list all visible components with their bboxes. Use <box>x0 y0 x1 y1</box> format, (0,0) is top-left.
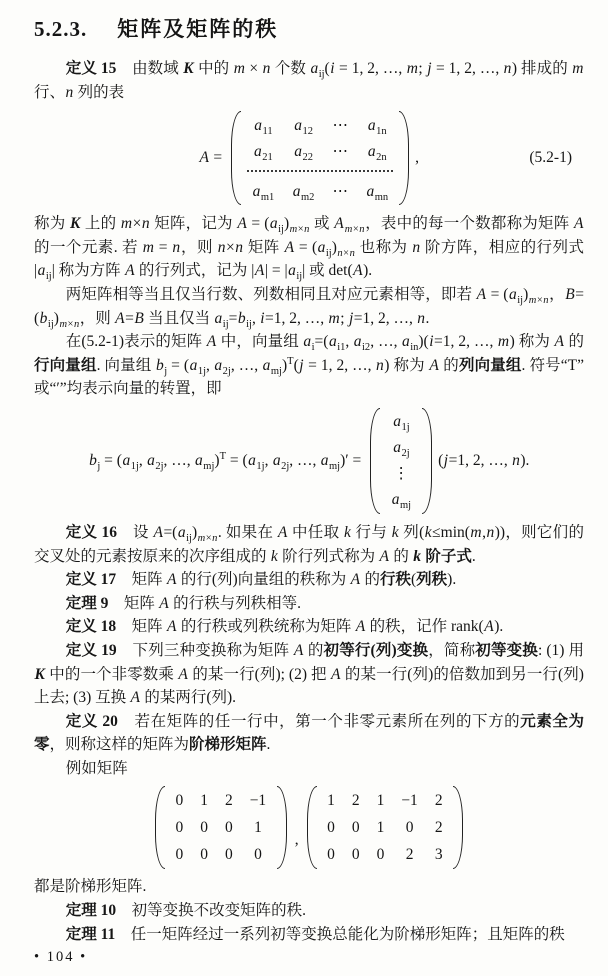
paragraph-definition-20: 定义 20 若在矩阵的任一行中，第一个非零元素所在列的下方的元素全为零，则称这样的矩阵为阶梯形矩阵. <box>34 712 584 754</box>
matrix-cell: 0 <box>175 846 184 864</box>
matrix-cell: 3 <box>434 846 443 864</box>
matrix-cell: $a_{1n}$ <box>367 116 387 137</box>
paragraph-matrix-equality: 两矩阵相等当且仅当行数、列数相同且对应元素相等，即若 $A = (a_{ij})_{m\times n}$，$B=(b_{ij})_{m\times n}$，则 A=B 当且仅当 $a_{ij}=b_{ij}$, i=1, 2, …, m; j=1, 2, …, n. <box>34 285 584 330</box>
paragraph-theorem-9: 定理 9 矩阵 A 的行秩与列秩相等. <box>65 594 302 612</box>
paragraph-example-intro: 例如矩阵 <box>65 759 128 777</box>
right-paren <box>399 111 409 205</box>
equation-number: (5.2-1) <box>529 149 572 167</box>
right-paren <box>277 786 287 869</box>
right-paren <box>453 786 463 869</box>
matrix-cell: 0 <box>200 846 208 864</box>
echelon-matrix-2 <box>307 786 464 869</box>
matrix-cell: 2 <box>351 792 360 810</box>
example-matrices <box>34 786 584 869</box>
equation-5-2-1 <box>34 111 584 205</box>
paragraph-definition-15: 定义 15 由数域 K 中的 m × n 个数 $a_{ij}(i = 1$, 2, …, m; j = 1, 2, …, n) 排成的 m 行、n 列的表 <box>34 60 584 101</box>
matrix-cell: 0 <box>351 819 360 837</box>
section-number: 5.2.3. <box>34 17 88 41</box>
section-heading <box>34 16 584 42</box>
matrix-grid <box>317 786 454 869</box>
matrix-ellipsis-row <box>247 170 393 172</box>
matrix-separator-comma: , <box>294 831 299 849</box>
matrix-cell: 0 <box>200 819 208 837</box>
matrix-cell: $a_{m2}$ <box>292 182 315 203</box>
matrix-cell: 2 <box>405 846 414 864</box>
matrix-cell: $a_{11}$ <box>254 116 273 137</box>
matrix-cell: 0 <box>254 846 262 864</box>
paragraph-after-matrices: 都是阶梯形矩阵. <box>34 878 147 896</box>
matrix-cell: 0 <box>327 819 335 837</box>
page-number: • 104 • <box>34 949 88 966</box>
matrix-cell: $a_{22}$ <box>294 142 313 163</box>
column-vector-bj <box>370 408 432 514</box>
left-paren <box>155 786 165 869</box>
matrix-cell: $a_{1j}$ <box>393 413 410 434</box>
matrix-cell: ⋯ <box>332 142 348 160</box>
right-paren <box>422 408 432 514</box>
equation-comma: , <box>415 149 419 167</box>
matrix-cell: 1 <box>200 792 208 810</box>
matrix-cell: 0 <box>405 819 414 837</box>
matrix-cell: −1 <box>401 792 418 810</box>
equation-condition: (j=1, 2, …, n). <box>438 452 530 470</box>
matrix-cell: $a_{2n}$ <box>367 142 387 163</box>
paragraph-definition-16: 定义 16 设 $A=(a_{ij})_{m\times n}$. 如果在 A 中任取 k 行与 k 列(k≤min(m,n))，则它们的交叉处的元素按原来的次序组成的 k 阶行列式称为 A 的 k 阶子式. <box>34 523 584 565</box>
matrix-cell: 1 <box>327 792 335 810</box>
matrix-cell: 2 <box>224 792 233 810</box>
matrix-cell: ⋮ <box>393 465 409 483</box>
matrix-cell: 0 <box>224 846 233 864</box>
left-paren <box>231 111 241 205</box>
paragraph-theorem-11: 定理 11 任一矩阵经过一系列初等变换总能化为阶梯形矩阵；且矩阵的秩 <box>65 925 565 943</box>
matrix-cell: $a_{mj}$ <box>391 491 412 512</box>
matrix-cell: 0 <box>175 792 184 810</box>
matrix-cell: −1 <box>249 792 267 810</box>
matrix-cell: 1 <box>376 819 385 837</box>
paragraph-row-column-vectors: 在(5.2-1)表示的矩阵 A 中，向量组 $a_i=(a_{i1}$, $a_{i2}$, …, $a_{in})(i=1$, 2, …, m) 称为 A 的行向量组. 向量组 $b_j = (a_{1j}$, $a_{2j}$, …, $a_{mj})^T(j = 1$, 2, …, n) 称为 A 的列向量组. 符号“T”或“′”均表示向量的转置，即 <box>34 333 584 398</box>
matrix-cell: ⋯ <box>332 116 348 134</box>
matrix-a-general <box>231 111 409 205</box>
matrix-cell: 2 <box>434 792 443 810</box>
paragraph-definition-18: 定义 18 矩阵 A 的行秩或列秩统称为矩阵 A 的秩，记作 rank(A). <box>65 618 504 636</box>
matrix-cell: $a_{12}$ <box>294 116 313 137</box>
matrix-grid <box>241 111 399 205</box>
matrix-grid <box>380 408 422 514</box>
matrix-cell: 1 <box>254 819 262 837</box>
equation-lhs: $b_j = (a_{1j}$, $a_{2j}$, …, $a_{mj})^T = (a_{1j}$, $a_{2j}$, …, $a_{mj})'$ = <box>89 450 362 473</box>
matrix-cell: 1 <box>376 792 385 810</box>
equation-column-vector <box>34 408 584 514</box>
paragraph-definition-17: 定义 17 矩阵 A 的行(列)向量组的秩称为 A 的行秩(列秩). <box>65 571 457 589</box>
matrix-cell: 2 <box>434 819 443 837</box>
matrix-cell: ⋯ <box>332 182 348 200</box>
echelon-matrix-1 <box>155 786 287 869</box>
matrix-cell: 0 <box>175 819 184 837</box>
matrix-cell: $a_{mn}$ <box>366 182 389 203</box>
matrix-cell: $a_{m1}$ <box>252 182 275 203</box>
paragraph-theorem-10: 定理 10 初等变换不改变矩阵的秩. <box>65 902 307 920</box>
equation-lhs: A = <box>199 149 223 167</box>
matrix-cell: 0 <box>351 846 360 864</box>
matrix-cell: 0 <box>327 846 335 864</box>
paragraph-matrix-naming: 称为 K 上的 m×n 矩阵，记为 $A = (a_{ij})_{m\times n}$ 或 $A_{m\times n}$，表中的每一个数都称为矩阵 A 的一个元素. 若 m = n，则 n×n 矩阵 $A = (a_{ij})_{n\times n}$ 也称为 n 阶方阵，相应的行列式 $|a_{ij}|$ 称为方阵 A 的行列式，记为 $|A| = |a_{ij}|$ 或 det(A). <box>34 215 584 283</box>
matrix-cell: $a_{21}$ <box>254 142 273 163</box>
section-title: 矩阵及矩阵的秩 <box>117 17 279 41</box>
matrix-cell: 0 <box>224 819 233 837</box>
matrix-cell: $a_{2j}$ <box>393 439 410 460</box>
matrix-grid <box>165 786 277 869</box>
matrix-cell: 0 <box>376 846 385 864</box>
left-paren <box>370 408 380 514</box>
paragraph-definition-19: 定义 19 下列三种变换称为矩阵 A 的初等行(列)变换，简称初等变换: (1) 用 K 中的一个非零数乘 A 的某一行(列); (2) 把 A 的某一行(列)的倍数加到另一行(列)上去; (3) 互换 A 的某两行(列). <box>34 641 584 707</box>
left-paren <box>307 786 317 869</box>
